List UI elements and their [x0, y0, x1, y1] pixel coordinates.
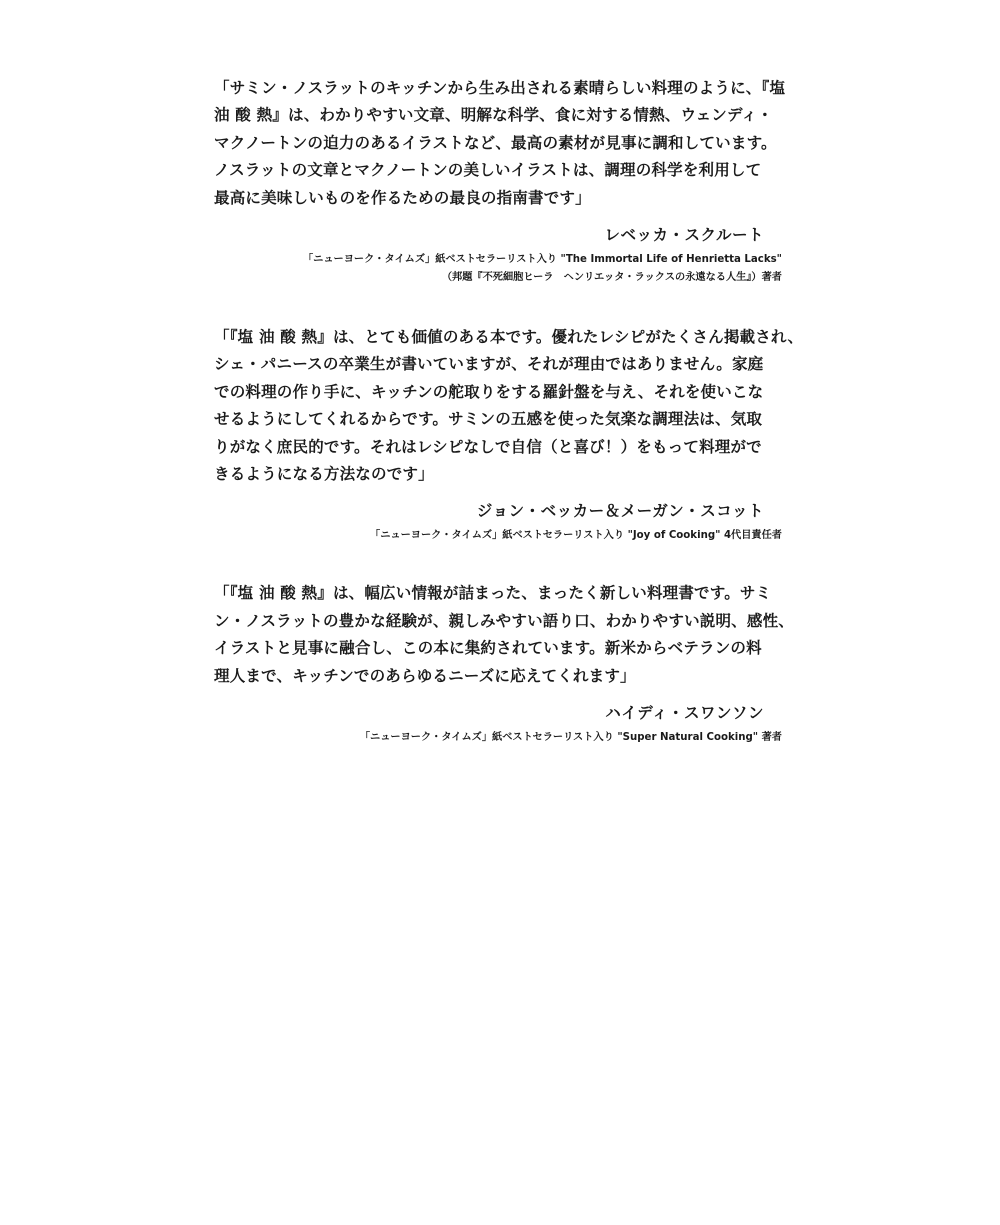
testimonial-quote — [214, 323, 804, 487]
quote-line: イラストと見事に融合し、この本に集約されています。新米からベテランの料 — [214, 638, 762, 658]
testimonial-author: ハイディ・スワンソン — [605, 703, 764, 723]
testimonials-page — [214, 70, 804, 747]
testimonial-2 — [214, 323, 804, 545]
quote-line: 「『塩 油 酸 熱』は、幅広い情報が詰まった、まったく新しい料理書です。サミ — [214, 583, 772, 603]
quote-line: 最高に美味しいものを作るための最良の指南書です」 — [214, 187, 591, 207]
author-credit: （邦題『不死細胞ヒーラ ヘンリエッタ・ラックスの永遠なる人生』）著者 — [441, 272, 782, 284]
quote-line: ノスラットの文章とマクノートンの美しいイラストは、調理の科学を利用して — [214, 160, 762, 180]
testimonial-quote — [214, 74, 786, 211]
testimonial-quote — [214, 579, 794, 689]
quote-line: 油 酸 熱』は、わかりやすい文章、明解な科学、食に対する情熱、ウェンディ・ — [214, 105, 773, 125]
quote-line: での料理の作り手に、キッチンの舵取りをする羅針盤を与え、それを使いこな — [214, 381, 764, 401]
testimonial-author: レベッカ・スクルート — [604, 225, 764, 245]
quote-line: シェ・パニースの卒業生が書いていますが、それが理由ではありません。家庭 — [214, 354, 764, 374]
testimonial-3 — [214, 579, 794, 747]
quote-line: きるようになる方法なのです」 — [214, 464, 434, 484]
quote-line: 「サミン・ノスラットのキッチンから生み出される素晴らしい料理のように、『塩 — [214, 78, 786, 97]
quote-line: せるようにしてくれるからです。サミンの五感を使った気楽な調理法は、気取 — [214, 409, 763, 429]
quote-line: ン・ノスラットの豊かな経験が、親しみやすい語り口、わかりやすい説明、感性、 — [214, 610, 794, 630]
author-credit: 「ニューヨーク・タイムズ」紙ベストセラーリスト入り "The Immortal Life of Henrietta Lacks" — [303, 254, 782, 266]
quote-line: マクノートンの迫力のあるイラストなど、最高の素材が見事に調和しています。 — [214, 132, 777, 152]
quote-line: 「『塩 油 酸 熱』は、とても価値のある本です。優れたレシピがたくさん掲載され、 — [214, 327, 804, 347]
quote-line: 理人まで、キッチンでのあらゆるニーズに応えてくれます」 — [214, 665, 636, 685]
author-credit: 「ニューヨーク・タイムズ」紙ベストセラーリスト入り "Joy of Cooking" 4代目責任者 — [370, 530, 782, 542]
testimonial-author: ジョン・ベッカー＆メーガン・スコット — [476, 501, 764, 521]
author-credit: 「ニューヨーク・タイムズ」紙ベストセラーリスト入り "Super Natural Cooking" 著者 — [359, 732, 782, 744]
quote-line: りがなく庶民的です。それはレシピなしで自信（と喜び！）をもって料理がで — [214, 436, 762, 456]
testimonial-1 — [214, 74, 786, 287]
